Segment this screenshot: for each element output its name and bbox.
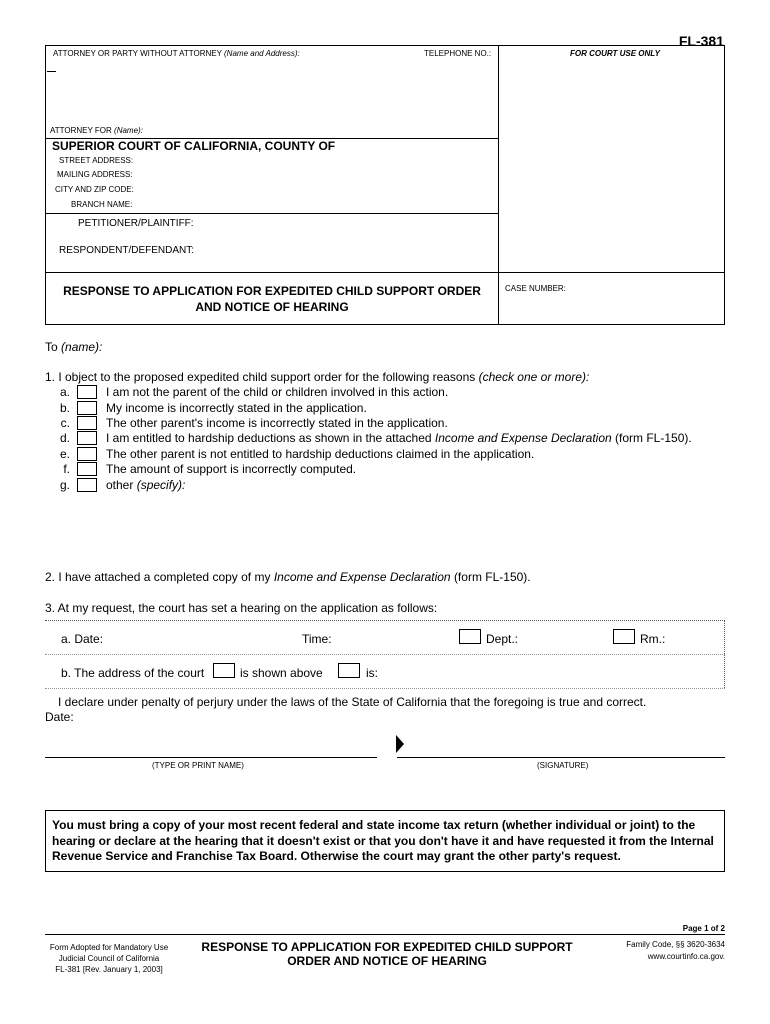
checkbox-a[interactable] (77, 385, 97, 399)
hearing-date-field[interactable] (110, 628, 290, 648)
city-zip-label: CITY AND ZIP CODE: (55, 185, 134, 194)
hearing-rm-label: Rm.: (640, 632, 666, 646)
option-g-text: other (specify): (106, 478, 186, 492)
street-address-label: STREET ADDRESS: (59, 156, 134, 165)
option-letter: g. (59, 478, 70, 492)
date-label: Date: (45, 710, 74, 724)
checkbox-d[interactable] (77, 431, 97, 445)
telephone-label: TELEPHONE NO.: (424, 49, 492, 58)
hearing-date-label: a. Date: (61, 632, 104, 646)
signature-label: (SIGNATURE) (537, 761, 589, 770)
option-e-text: The other parent is not entitled to hardship deductions claimed in the application. (106, 447, 535, 461)
hearing-dept-checkbox[interactable] (459, 629, 481, 644)
checkbox-g[interactable] (77, 478, 97, 492)
option-letter: d. (59, 431, 70, 445)
type-name-label: (TYPE OR PRINT NAME) (152, 761, 244, 770)
form-id: FL-381 (678, 33, 724, 49)
hearing-rm-checkbox[interactable] (613, 629, 635, 644)
attorney-for-label: ATTORNEY FOR (Name): (50, 126, 143, 135)
to-name-label: To (name): (45, 340, 103, 354)
option-f-text: The amount of support is incorrectly computed. (106, 462, 357, 476)
option-b-text: My income is incorrectly stated in the application. (106, 401, 367, 415)
print-name-line[interactable] (45, 757, 377, 758)
option-a-text: I am not the parent of the child or children involved in this action. (106, 385, 449, 399)
mailing-address-label: MAILING ADDRESS: (57, 170, 133, 179)
page-number: Page 1 of 2 (682, 924, 725, 933)
item-3-text: 3. At my request, the court has set a hearing on the application as follows: (45, 601, 438, 615)
case-number-label: CASE NUMBER: (505, 284, 566, 293)
item-2-text: 2. I have attached a completed copy of my Income and Expense Declaration (form FL-150). (45, 570, 531, 584)
petitioner-label: PETITIONER/PLAINTIFF: (78, 218, 194, 229)
signature-line[interactable] (397, 757, 725, 758)
court-address-label: b. The address of the court (61, 666, 205, 680)
signature-arrow-icon (396, 735, 404, 753)
checkbox-b[interactable] (77, 401, 97, 415)
option-letter: c. (60, 416, 70, 430)
hearing-dept-label: Dept.: (486, 632, 519, 646)
option-letter: f. (63, 462, 70, 476)
caption-divider (498, 45, 499, 325)
branch-name-label: BRANCH NAME: (71, 200, 133, 209)
address-is-checkbox[interactable] (338, 663, 360, 678)
checkbox-c[interactable] (77, 416, 97, 430)
attorney-label: ATTORNEY OR PARTY WITHOUT ATTORNEY (Name and Address): (53, 49, 300, 58)
option-c-text: The other parent's income is incorrectly stated in the application. (106, 416, 448, 430)
declaration-text: I declare under penalty of perjury under the laws of the State of California that the foregoing is true and correct. (58, 695, 647, 709)
address-is-label: is: (366, 666, 378, 680)
notice-text: You must bring a copy of your most recent federal and state income tax return (whether individual or joint) to the hearing or declare at the hearing that it doesn't exist or that you don't have it and have requested it from the Internal Revenue Service and Franchise Tax Board. Otherwise the court may grant the other party's request. (52, 818, 714, 863)
option-d-text: I am entitled to hardship deductions as shown in the attached Income and Expense Declaration (form FL-150). (106, 431, 692, 445)
form-title: RESPONSE TO APPLICATION FOR EXPEDITED CHILD SUPPORT ORDER AND NOTICE OF HEARING (63, 284, 481, 314)
option-letter: b. (59, 401, 70, 415)
attorney-name-field[interactable] (58, 62, 488, 122)
respondent-label: RESPONDENT/DEFENDANT: (59, 245, 195, 256)
shown-above-label: is shown above (240, 666, 323, 680)
court-use-label: FOR COURT USE ONLY (570, 49, 660, 58)
option-letter: a. (59, 385, 70, 399)
other-specify-field[interactable] (106, 496, 716, 558)
footer-code-block: Family Code, §§ 3620-3634 www.courtinfo.ca.gov. (626, 940, 725, 961)
hearing-time-label: Time: (302, 632, 332, 646)
checkbox-e[interactable] (77, 447, 97, 461)
adopted-block: Form Adopted for Mandatory Use Judicial Council of California FL-381 [Rev. January 1, 2003] (49, 943, 169, 974)
option-letter: e. (59, 447, 70, 461)
footer-title: RESPONSE TO APPLICATION FOR EXPEDITED CHILD SUPPORT ORDER AND NOTICE OF HEARING (201, 940, 573, 968)
shown-above-checkbox[interactable] (213, 663, 235, 678)
item-1-intro: 1. I object to the proposed expedited child support order for the following reasons (check one or more): (45, 370, 590, 384)
courtinfo-link[interactable]: www.courtinfo.ca.gov. (647, 952, 725, 961)
court-title: SUPERIOR COURT OF CALIFORNIA, COUNTY OF (52, 139, 336, 153)
checkbox-f[interactable] (77, 462, 97, 476)
